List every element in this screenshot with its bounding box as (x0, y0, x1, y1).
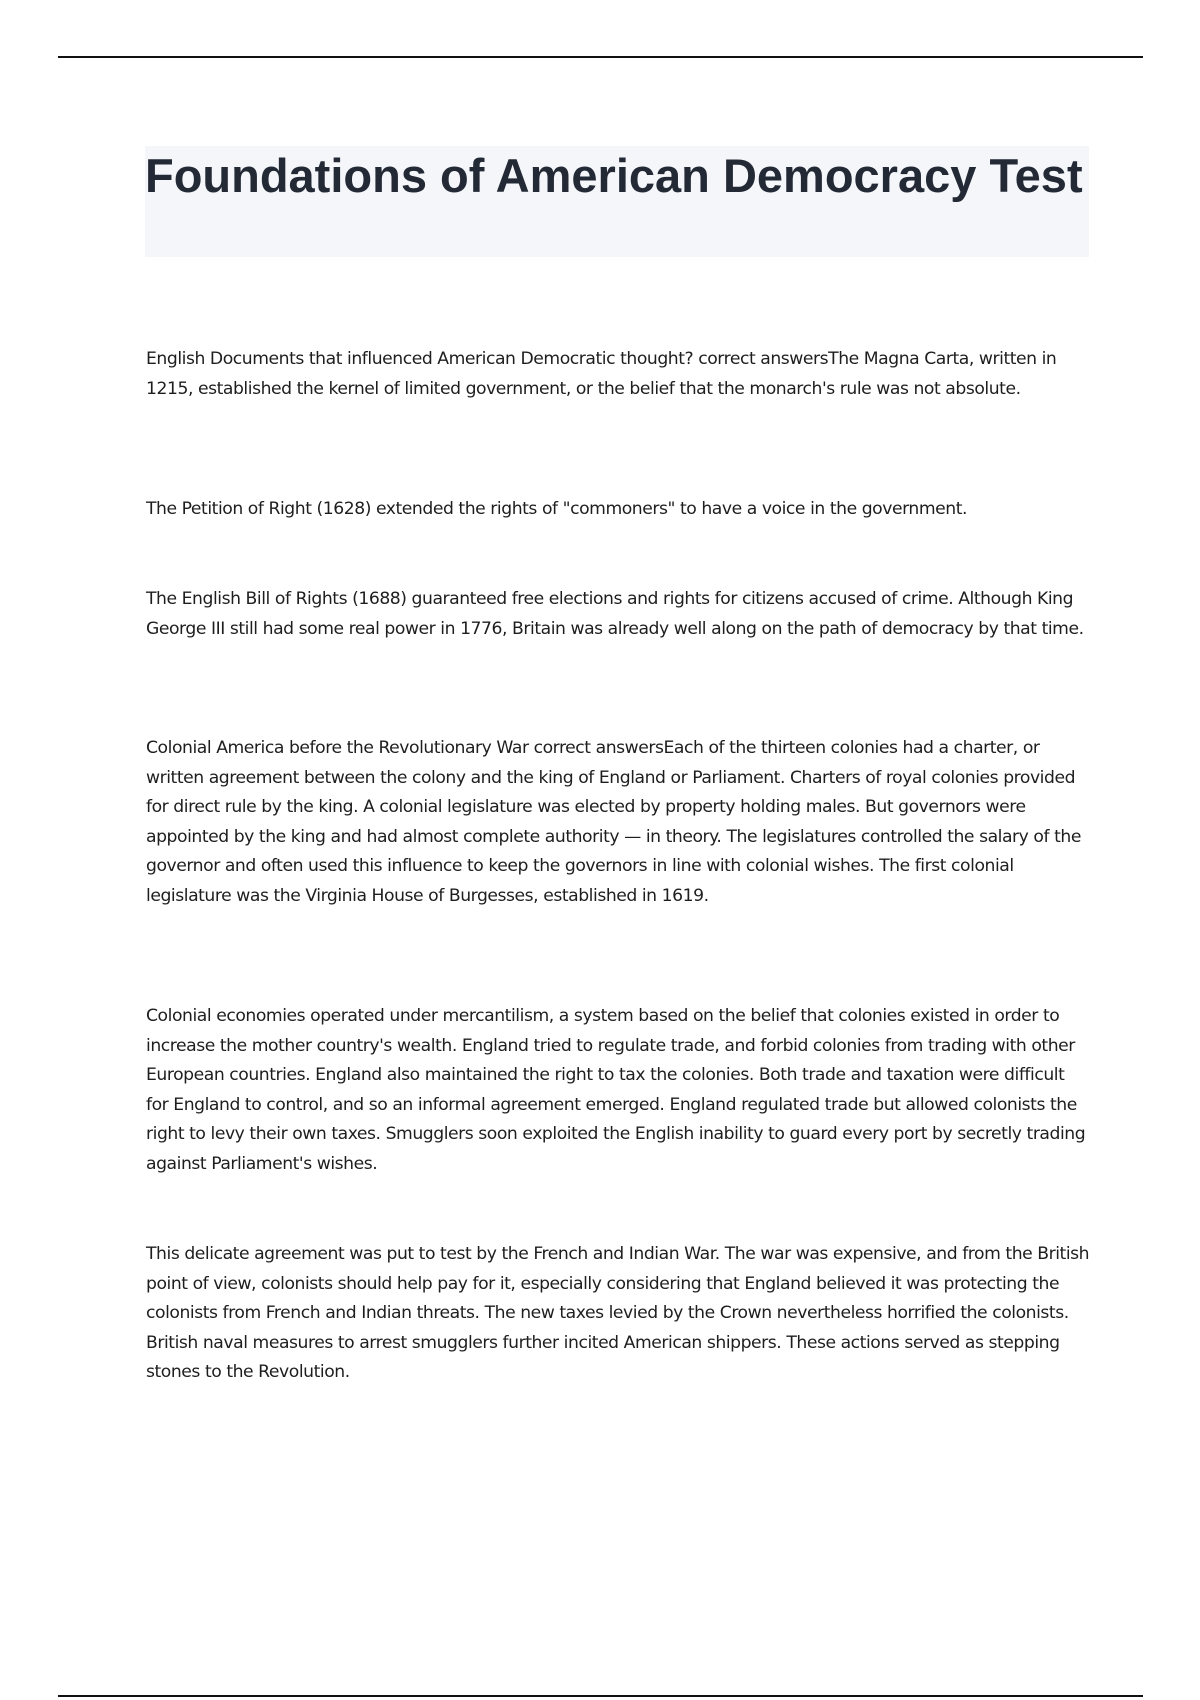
paragraph-english-bill-of-rights: The English Bill of Rights (1688) guaranteed free elections and rights for citizens accused of crime. Although King George III still had some real power in 1776, Britain was already well along on the path of democracy by that time. (146, 589, 1084, 639)
paragraph-magna-carta: English Documents that influenced American Democratic thought? correct answersThe Magna Carta, written in 1215, established the kernel of limited government, or the belief that the monarch's rule was not absolute. (146, 349, 1057, 399)
paragraph-colonial-america: Colonial America before the Revolutionary War correct answersEach of the thirteen colonies had a charter, or written agreement between the colony and the king of England or Parliament. Charters of royal colonies provided for direct rule by the king. A colonial legislature was elected by property holding males. But governors were appointed by the king and had almost complete authority — in theory. The legislatures controlled the salary of the governor and often used this influence to keep the governors in line with colonial wishes. The first colonial legislature was the Virginia House of Burgesses, established in 1619. (146, 738, 1081, 906)
paragraph-petition-of-right: The Petition of Right (1628) extended the rights of "commoners" to have a voice in the government. (146, 499, 968, 519)
paragraph-french-indian-war: This delicate agreement was put to test by the French and Indian War. The war was expensive, and from the British point of view, colonists should help pay for it, especially considering that England believed it was protecting the colonists from French and Indian threats. The new taxes levied by the Crown nevertheless horrified the colonists. British naval measures to arrest smugglers further incited American shippers. These actions served as stepping stones to the Revolution. (146, 1244, 1090, 1382)
title-banner (145, 146, 1089, 257)
header-rule (58, 56, 1143, 58)
document-title: Foundations of American Democracy Test (145, 149, 1083, 202)
paragraph-mercantilism: Colonial economies operated under mercantilism, a system based on the belief that colonies existed in order to increase the mother country's wealth. England tried to regulate trade, and forbid colonies from trading with other European countries. England also maintained the right to tax the colonies. Both trade and taxation were difficult for England to control, and so an informal agreement emerged. England regulated trade but allowed colonists the right to levy their own taxes. Smugglers soon exploited the English inability to guard every port by secretly trading against Parliament's wishes. (146, 1006, 1086, 1174)
footer-rule (58, 1695, 1143, 1697)
